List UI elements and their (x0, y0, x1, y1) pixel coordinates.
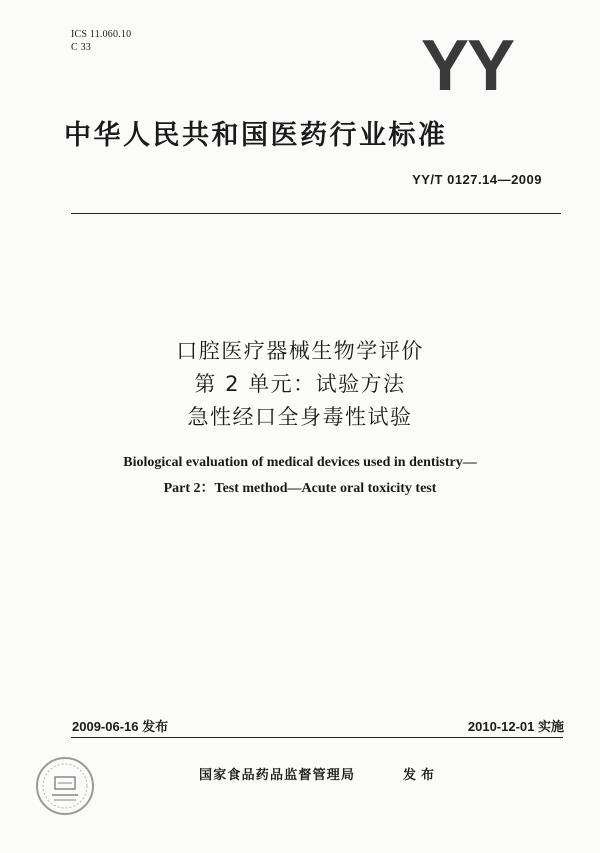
org-standard-title: 中华人民共和国医药行业标准 (64, 120, 448, 151)
en-title-line-2: Part 2：Test method—Acute oral toxicity test (163, 481, 437, 496)
ccs-code: C 33 (71, 42, 91, 53)
standard-number: YY/T 0127.14—2009 (412, 172, 542, 187)
cn-title-line-3: 急性经口全身毒性试验 (187, 405, 413, 429)
issuing-authority: 国家食品药品监督管理局 (199, 768, 356, 783)
issuing-action: 发布 (403, 768, 440, 783)
classification-codes (71, 28, 131, 54)
cn-title-line-1: 口腔医疗器械生物学评价 (176, 339, 424, 363)
implementation-date: 2010-12-01 实施 (467, 719, 564, 734)
ics-code: ICS 11.060.10 (71, 29, 132, 40)
cn-title-line-2: 第 2 单元：试验方法 (194, 372, 406, 396)
bottom-divider (71, 737, 563, 738)
yy-logo (402, 34, 532, 94)
top-divider (71, 213, 561, 214)
issue-date: 2009-06-16 发布 (72, 719, 169, 734)
yy-logo-text: YY (420, 34, 514, 94)
anti-counterfeit-seal-icon (34, 755, 96, 817)
en-title-line-1: Biological evaluation of medical devices used in dentistry— (123, 455, 477, 470)
